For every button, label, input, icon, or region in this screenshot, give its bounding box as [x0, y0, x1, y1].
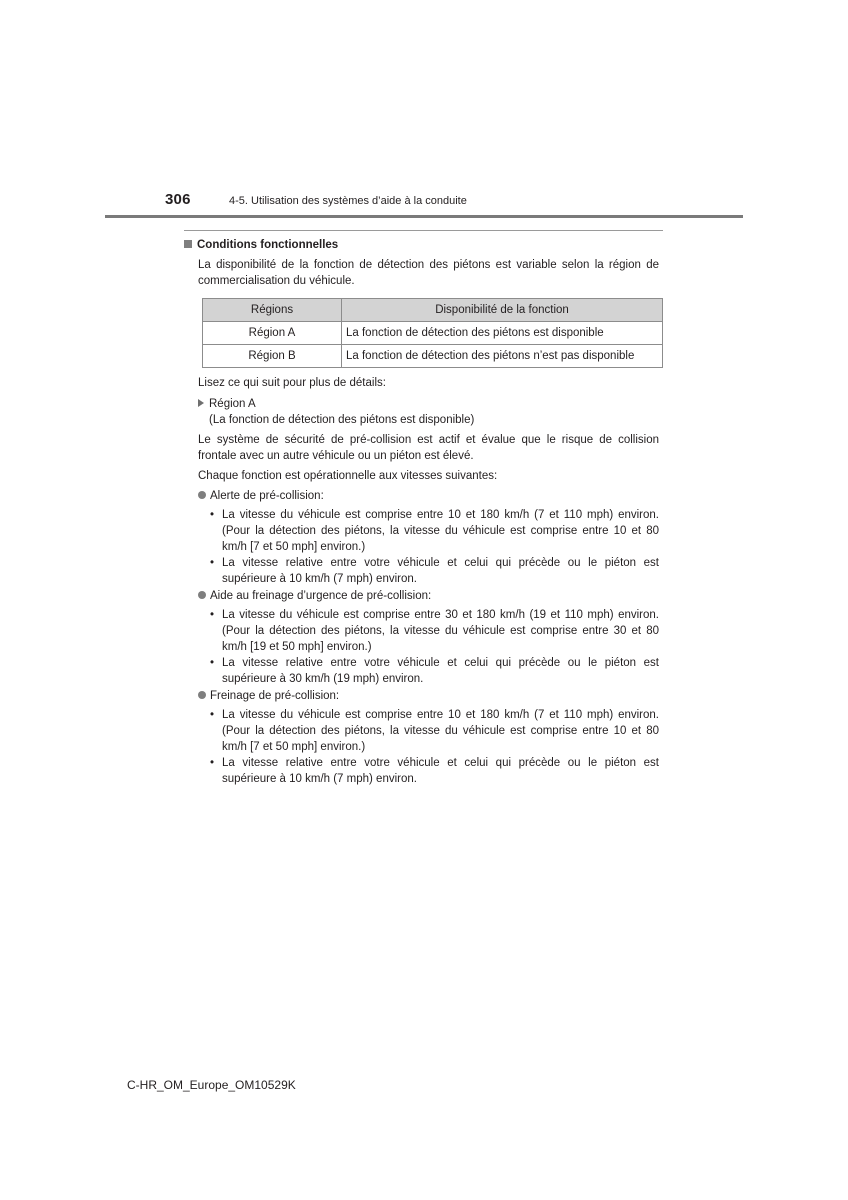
regions-table [202, 298, 663, 368]
feature-pre-collision-braking [184, 688, 659, 787]
section-title: Conditions fonctionnelles [197, 239, 339, 251]
feature-title: Alerte de pré-collision: [210, 490, 324, 502]
table-cell-region: Région A [203, 322, 342, 345]
square-icon [184, 240, 192, 248]
table-cell-availability: La fonction de détection des piétons n’est pas disponible [342, 345, 663, 368]
feature-pre-collision-alert [184, 488, 659, 587]
section-divider [184, 230, 663, 231]
table-header-row [203, 299, 663, 322]
bullet-list [208, 607, 659, 687]
details-paragraph: Lisez ce qui suit pour plus de détails: [198, 377, 386, 389]
table-row [203, 345, 663, 368]
circle-icon [198, 591, 206, 599]
list-item: • La vitesse relative entre votre véhicule et celui qui précède ou le piéton est supérieure à 10 km/h (7 mph) environ. [208, 755, 659, 787]
table-cell-region: Région B [203, 345, 342, 368]
list-item: • La vitesse du véhicule est comprise entre 10 et 180 km/h (7 et 110 mph) environ. (Pour la détection des piétons, la vitesse du véhicule est comprise entre 10 et 80 km/h [7 et 50 mph] environ.) [208, 707, 659, 755]
page-number: 306 [165, 191, 191, 208]
chapter-title: 4-5. Utilisation des systèmes d’aide à la conduite [229, 195, 467, 207]
list-item: • La vitesse relative entre votre véhicule et celui qui précède ou le piéton est supérieure à 10 km/h (7 mph) environ. [208, 555, 659, 587]
bullet-list [208, 707, 659, 787]
section-heading [184, 237, 659, 254]
header-divider [105, 215, 743, 218]
list-item: • La vitesse relative entre votre véhicule et celui qui précède ou le piéton est supérieure à 30 km/h (19 mph) environ. [208, 655, 659, 687]
triangle-right-icon [198, 399, 204, 407]
region-a-label: Région A [209, 398, 256, 410]
table-row [203, 322, 663, 345]
list-item: • La vitesse du véhicule est comprise entre 30 et 180 km/h (19 et 110 mph) environ. (Pour la détection des piétons, la vitesse du véhicule est comprise entre 30 et 80 km/h [19 et 50 mph] environ.) [208, 607, 659, 655]
feature-title: Aide au freinage d’urgence de pré-collision: [210, 590, 432, 602]
circle-icon [198, 691, 206, 699]
table-header-availability: Disponibilité de la fonction [342, 299, 663, 322]
circle-icon [198, 491, 206, 499]
table-header-regions: Régions [203, 299, 342, 322]
feature-emergency-brake-assist [184, 588, 659, 687]
feature-title: Freinage de pré-collision: [210, 690, 340, 702]
bullet-list [208, 507, 659, 587]
list-item: • La vitesse du véhicule est comprise entre 10 et 180 km/h (7 et 110 mph) environ. (Pour la détection des piétons, la vitesse du véhicule est comprise entre 10 et 80 km/h [7 et 50 mph] environ.) [208, 507, 659, 555]
table-cell-availability: La fonction de détection des piétons est disponible [342, 322, 663, 345]
region-a-item [198, 396, 659, 428]
footer-document-code: C-HR_OM_Europe_OM10529K [127, 1078, 296, 1092]
system-paragraph: Le système de sécurité de pré-collision est actif et évalue que le risque de collision frontale avec un autre véhicule ou un piéton est élevé. [198, 434, 659, 462]
region-a-note: (La fonction de détection des piétons est disponible) [209, 414, 475, 426]
speeds-paragraph: Chaque fonction est opérationnelle aux vitesses suivantes: [198, 470, 498, 482]
main-content [184, 236, 659, 787]
intro-paragraph: La disponibilité de la fonction de détection des piétons est variable selon la région de commercialisation du véhicule. [198, 259, 659, 287]
